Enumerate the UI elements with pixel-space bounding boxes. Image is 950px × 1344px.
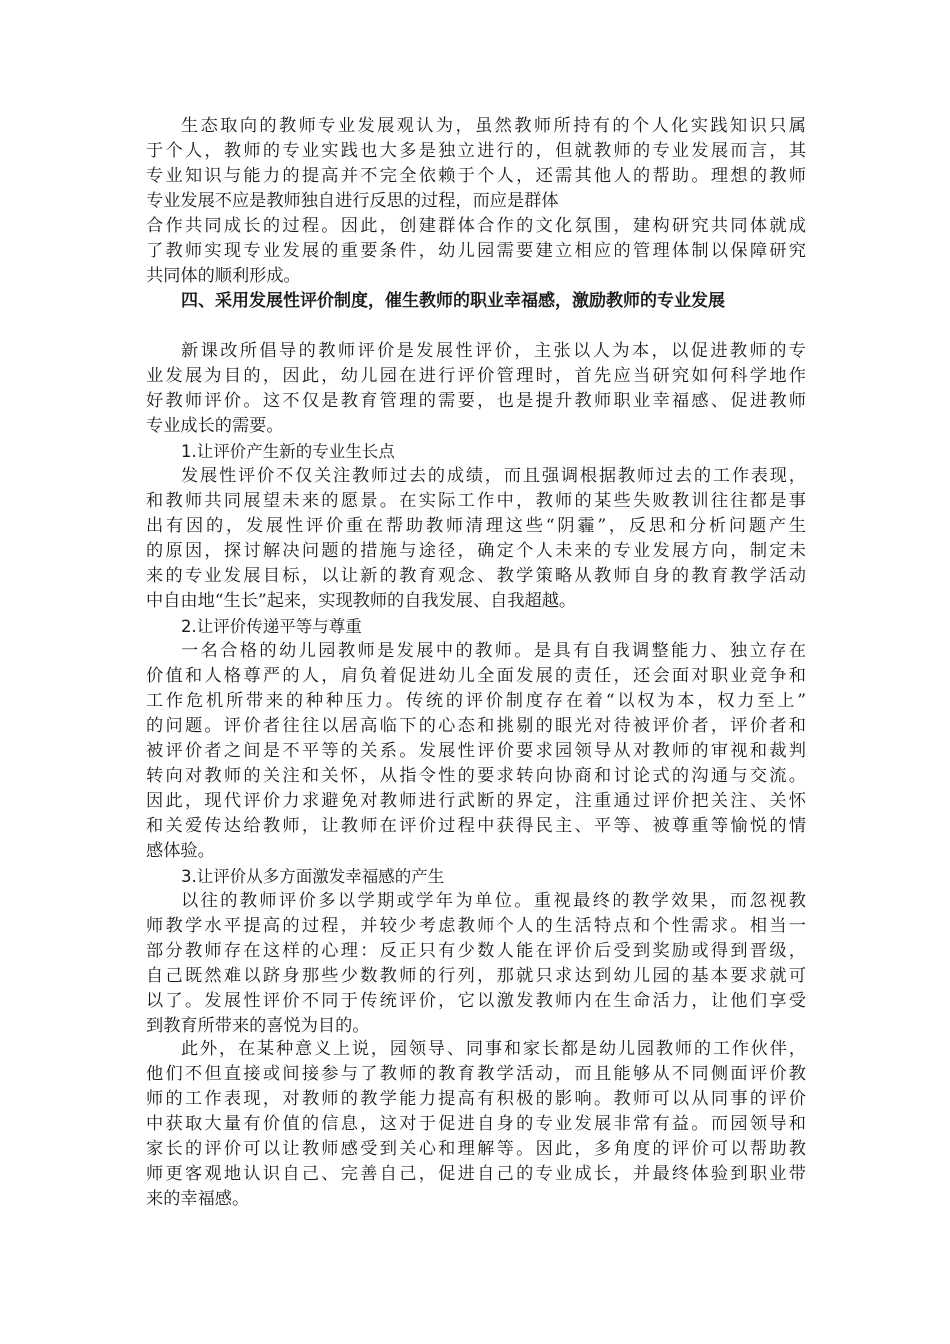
text-line: 师更客观地认识自己、完善自己，促进自己的专业成长，并最终体验到职业带 <box>146 1164 806 1184</box>
text-line: 的问题。评价者往往以居高临下的心态和挑剔的眼光对待被评价者，评价者和 <box>146 716 806 736</box>
paragraph-multi-angle <box>146 1037 806 1212</box>
text-line: 生态取向的教师专业发展观认为，虽然教师所持有的个人化实践知识只属 <box>181 116 806 136</box>
text-line: 和教师共同展望未来的愿景。在实际工作中，教师的某些失败教训往往都是事 <box>146 491 806 511</box>
text-line: 一名合格的幼儿园教师是发展中的教师。是具有自我调整能力、独立存在 <box>181 641 806 661</box>
text-line: 中获取大量有价值的信息，这对于促进自身的专业发展非常有益。而园领导和 <box>146 1114 806 1134</box>
text-line: 工作危机所带来的种种压力。传统的评价制度存在着“以权为本，权力至上” <box>146 691 806 711</box>
text-line: 师教学水平提高的过程，并较少考虑教师个人的生活特点和个性需求。相当一 <box>146 916 806 936</box>
paragraph-intro-evaluation <box>146 339 806 1039</box>
text-line: 专业发展不应是教师独自进行反思的过程，而应是群体 <box>146 191 559 211</box>
section-heading-4 <box>146 289 806 314</box>
text-line: 此外，在某种意义上说，园领导、同事和家长都是幼儿园教师的工作伙伴， <box>181 1039 806 1059</box>
text-line: 感体验。 <box>146 841 215 861</box>
text-line: 新课改所倡导的教师评价是发展性评价，主张以人为本，以促进教师的专 <box>181 341 806 361</box>
text-line: 他们不但直接或间接参与了教师的教育教学活动，而且能够从不同侧面评价教 <box>146 1064 806 1084</box>
subheading-3: 3.让评价从多方面激发幸福感的产生 <box>181 867 445 886</box>
heading-text: 四、采用发展性评价制度，催生教师的职业幸福感，激励教师的专业发展 <box>181 291 725 311</box>
text-line: 业发展为目的，因此，幼儿园在进行评价管理时，首先应当研究如何科学地作 <box>146 366 806 386</box>
text-line: 共同体的顺利形成。 <box>146 266 301 286</box>
text-line: 的原因，探讨解决问题的措施与途径，确定个人未来的专业发展方向，制定未 <box>146 541 806 561</box>
text-line: 好教师评价。这不仅是教育管理的需要，也是提升教师职业幸福感、促进教师 <box>146 391 806 411</box>
text-line: 中自由地“生长”起来，实现教师的自我发展、自我超越。 <box>146 591 577 611</box>
subheading-1: 1.让评价产生新的专业生长点 <box>181 442 395 461</box>
text-line: 到教育所带来的喜悦为目的。 <box>146 1016 370 1036</box>
text-line: 和关爱传达给教师，让教师在评价过程中获得民主、平等、被尊重等愉悦的情 <box>146 816 806 836</box>
text-line: 出有因的，发展性评价重在帮助教师清理这些“阴霾”，反思和分析问题产生 <box>146 516 806 536</box>
text-line: 专业成长的需要。 <box>146 416 284 436</box>
text-line: 价值和人格尊严的人，肩负着促进幼儿全面发展的责任，还会面对职业竞争和 <box>146 666 806 686</box>
text-line: 以了。发展性评价不同于传统评价，它以激发教师内在生命活力，让他们享受 <box>146 991 806 1011</box>
paragraph-ecological <box>146 114 806 289</box>
text-line: 发展性评价不仅关注教师过去的成绩，而且强调根据教师过去的工作表现， <box>181 466 806 486</box>
text-line: 被评价者之间是不平等的关系。发展性评价要求园领导从对教师的审视和裁判 <box>146 741 806 761</box>
text-line: 来的专业发展目标，以让新的教育观念、教学策略从教师自身的教育教学活动 <box>146 566 806 586</box>
text-line: 自己既然难以跻身那些少数教师的行列，那就只求达到幼儿园的基本要求就可 <box>146 966 806 986</box>
text-line: 来的幸福感。 <box>146 1189 250 1209</box>
text-line: 了教师实现专业发展的重要条件，幼儿园需要建立相应的管理体制以保障研究 <box>146 241 806 261</box>
subheading-2: 2.让评价传递平等与尊重 <box>181 617 362 636</box>
text-line: 专业知识与能力的提高并不完全依赖于个人，还需其他人的帮助。理想的教师 <box>146 166 806 186</box>
text-line: 家长的评价可以让教师感受到关心和理解等。因此，多角度的评价可以帮助教 <box>146 1139 806 1159</box>
text-line: 以往的教师评价多以学期或学年为单位。重视最终的教学效果，而忽视教 <box>181 891 806 911</box>
text-line: 部分教师存在这样的心理：反正只有少数人能在评价后受到奖励或得到晋级， <box>146 941 806 961</box>
text-line: 合作共同成长的过程。因此，创建群体合作的文化氛围，建构研究共同体就成 <box>146 216 806 236</box>
text-line: 转向对教师的关注和关怀，从指令性的要求转向协商和讨论式的沟通与交流。 <box>146 766 806 786</box>
text-line: 于个人，教师的专业实践也大多是独立进行的，但就教师的专业发展而言，其 <box>146 141 806 161</box>
text-line: 因此，现代评价力求避免对教师进行武断的界定，注重通过评价把关注、关怀 <box>146 791 806 811</box>
text-line: 师的工作表现，对教师的教学能力提高有积极的影响。教师可以从同事的评价 <box>146 1089 806 1109</box>
